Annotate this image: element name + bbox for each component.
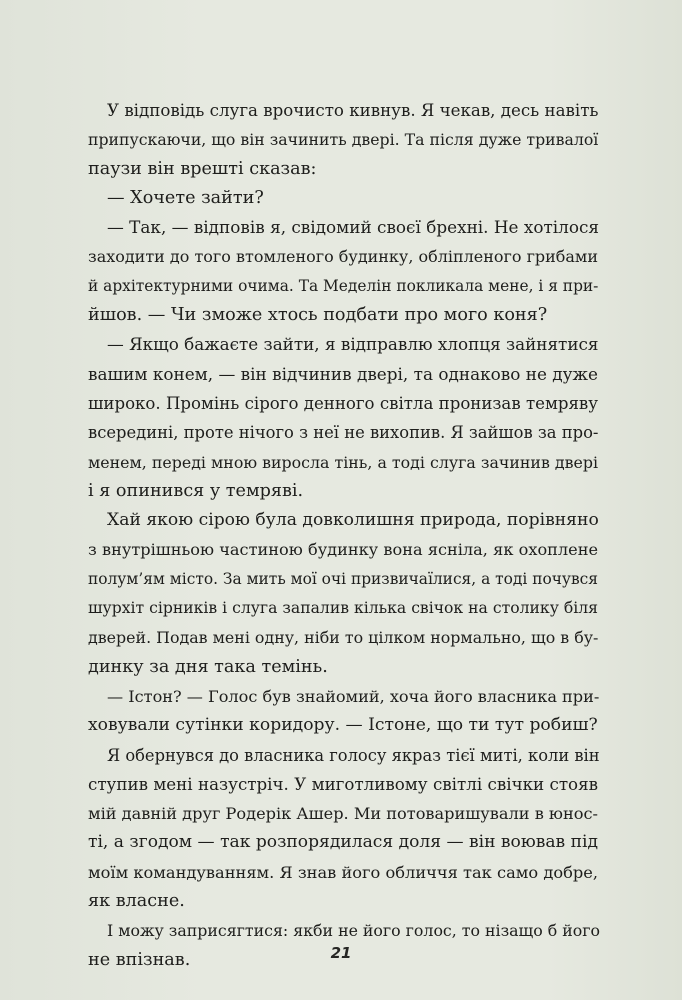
text-line: ховували сутінки коридору. — Істоне, що ти тут робиш? (88, 715, 598, 736)
text-line: У відповідь слуга врочисто кивнув. Я чекав, десь навіть (107, 101, 599, 120)
text-line: паузи він врешті сказав: (88, 158, 317, 179)
text-line: ступив мені назустріч. У миготливому світлі свічки стояв (88, 774, 598, 794)
text-line: — Так, — відповів я, свідомий своєї брехні. Не хотілося (107, 217, 600, 238)
paragraph (88, 96, 598, 184)
text-line: Я обернувся до власника голосу якраз тієї миті, коли він (107, 745, 600, 765)
text-line: — Хочете зайти? (107, 187, 264, 208)
text-line: динку за дня така темінь. (88, 656, 328, 677)
paragraph (88, 330, 598, 506)
text-line: шурхіт сірників і слуга запалив кілька свічок на столику біля (88, 599, 598, 618)
text-line: І можу заприсягтися: якби не його голос, то нізащо б його (107, 921, 600, 941)
text-line: і я опинився у темряві. (88, 480, 304, 501)
text-line: мій давній друг Родерік Ашер. Ми потоваришували в юнос- (88, 804, 598, 824)
text-line: не впізнав. (88, 949, 191, 970)
text-line: всередині, проте нічого з неї не вихопив. Я зайшов за про- (88, 423, 599, 443)
text-line: — Якщо бажаєте зайти, я відправлю хлопця зайнятися (107, 334, 599, 355)
text-line: широко. Промінь сірого денного світла пронизав темряву (88, 393, 598, 413)
text-line: припускаючи, що він зачинить двері. Та після дуже тривалої (88, 130, 599, 150)
text-line: вашим конем, — він відчинив двері, та однаково не дуже (88, 363, 598, 384)
text-line: заходити до того втомленого будинку, обліпленого грибами (88, 247, 598, 267)
text-line: дверей. Подав мені одну, ніби то цілком нормально, що в бу- (88, 628, 599, 648)
paragraph (88, 682, 598, 741)
paragraph (88, 741, 598, 917)
body-text (88, 96, 598, 975)
paragraph (88, 213, 598, 330)
text-line: з внутрішньою частиною будинку вона ясніла, як охоплене (88, 540, 598, 560)
text-line: ті, а згодом — так розпорядилася доля — він воював під (88, 832, 598, 853)
text-line: менем, переді мною виросла тінь, а тоді слуга зачинив двері (88, 452, 598, 472)
page-number: 21 (330, 944, 352, 962)
text-line: й архітектурними очима. Та Меделін покликала мене, і я при- (88, 276, 599, 295)
text-line: як власне. (88, 891, 185, 912)
paragraph (88, 506, 598, 682)
paragraph (88, 184, 598, 213)
text-line: йшов. — Чи зможе хтось подбати про мого коня? (88, 305, 548, 326)
text-line: Хай якою сірою була довколишня природа, порівняно (107, 510, 599, 531)
text-line: — Істон? — Голос був знайомий, хоча його власника при- (107, 686, 600, 706)
text-line: полум’ям місто. За мить мої очі призвичаїлися, а тоді почувся (88, 569, 598, 588)
text-line: моїм командуванням. Я знав його обличчя так само добре, (88, 862, 598, 882)
